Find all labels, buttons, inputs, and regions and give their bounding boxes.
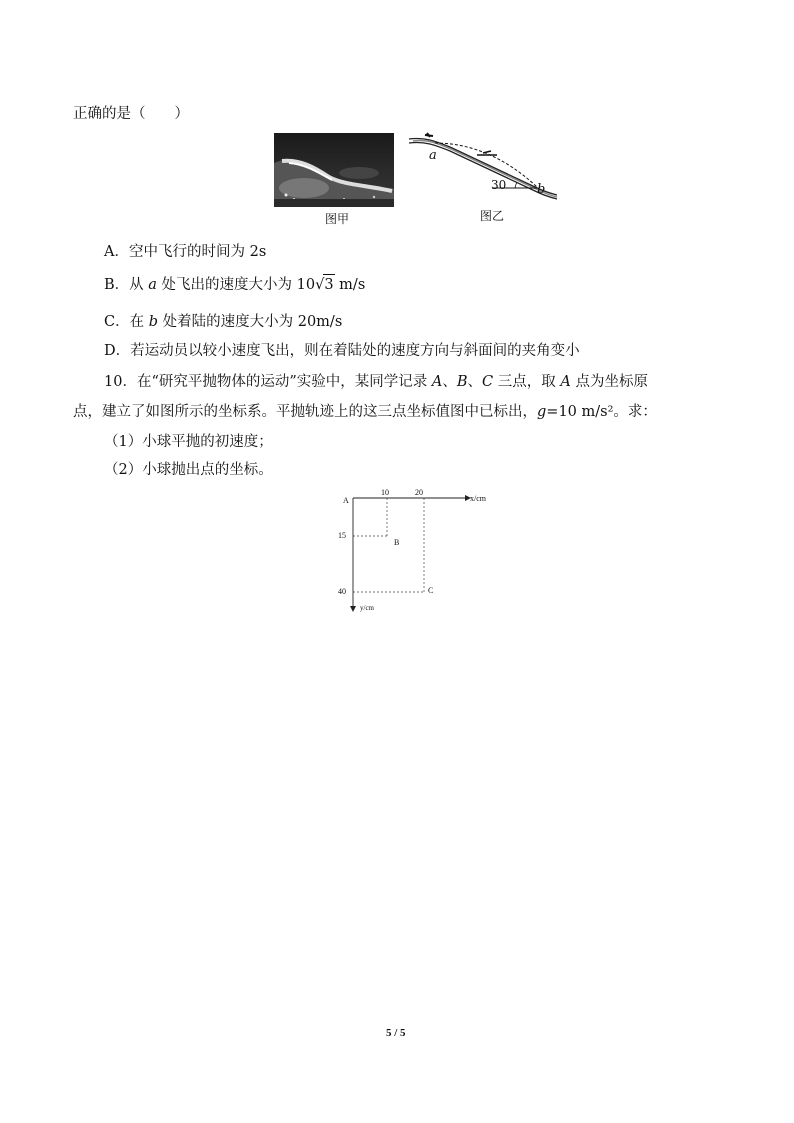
option-a: A．空中飞行的时间为 2s: [104, 244, 267, 260]
figure-jia-caption: 图甲: [325, 212, 350, 226]
question10-line1: 10．在“研究平抛物体的运动”实验中，某同学记录 A、B、C 三点，取 A 点为坐标原: [104, 374, 648, 390]
figure-yi-point-a: a: [429, 148, 437, 163]
y-axis-label: y/cm: [360, 604, 374, 612]
figure-yi-caption: 图乙: [480, 209, 505, 223]
coordinate-graph: [330, 488, 500, 618]
skier-start-icon: [425, 133, 433, 137]
figure-yi-angle: 30: [491, 178, 507, 192]
point-b-label: B: [394, 538, 400, 547]
option-b: B．从 a 处飞出的速度大小为 10√3 m/s: [104, 274, 365, 295]
question10-line2: 点，建立了如图所示的坐标系。平抛轨迹上的这三点坐标值图中已标出，g=10 m/s²。求：: [73, 404, 657, 420]
origin-label-a: A: [343, 496, 349, 505]
y-tick-40: 40: [338, 587, 346, 596]
question10-sub2: （2）小球抛出点的坐标。: [104, 462, 273, 478]
y-axis-arrow: [350, 606, 356, 612]
figure-yi-point-b: b: [537, 182, 546, 197]
y-tick-15: 15: [338, 531, 346, 540]
x-tick-10: 10: [381, 488, 389, 497]
sqrt-symbol: √3: [315, 274, 334, 295]
option-d: D．若运动员以较小速度飞出，则在着陆处的速度方向与斜面间的夹角变小: [104, 343, 580, 359]
ski-jump-photo-image: [274, 133, 394, 207]
page-number: 5 / 5: [386, 1027, 406, 1039]
figure-yi-diagram: [405, 131, 560, 207]
x-axis-label: x/cm: [470, 494, 486, 503]
option-c: C．在 b 处着陆的速度大小为 20m/s: [104, 314, 343, 330]
question10-sub1: （1）小球平抛的初速度；: [104, 434, 273, 450]
x-tick-20: 20: [415, 488, 423, 497]
point-c-label: C: [428, 586, 434, 595]
skier-flight-icon: [477, 151, 497, 155]
question-stem-tail: 正确的是（ ）: [73, 106, 189, 122]
figure-jia-photo: [274, 133, 394, 207]
